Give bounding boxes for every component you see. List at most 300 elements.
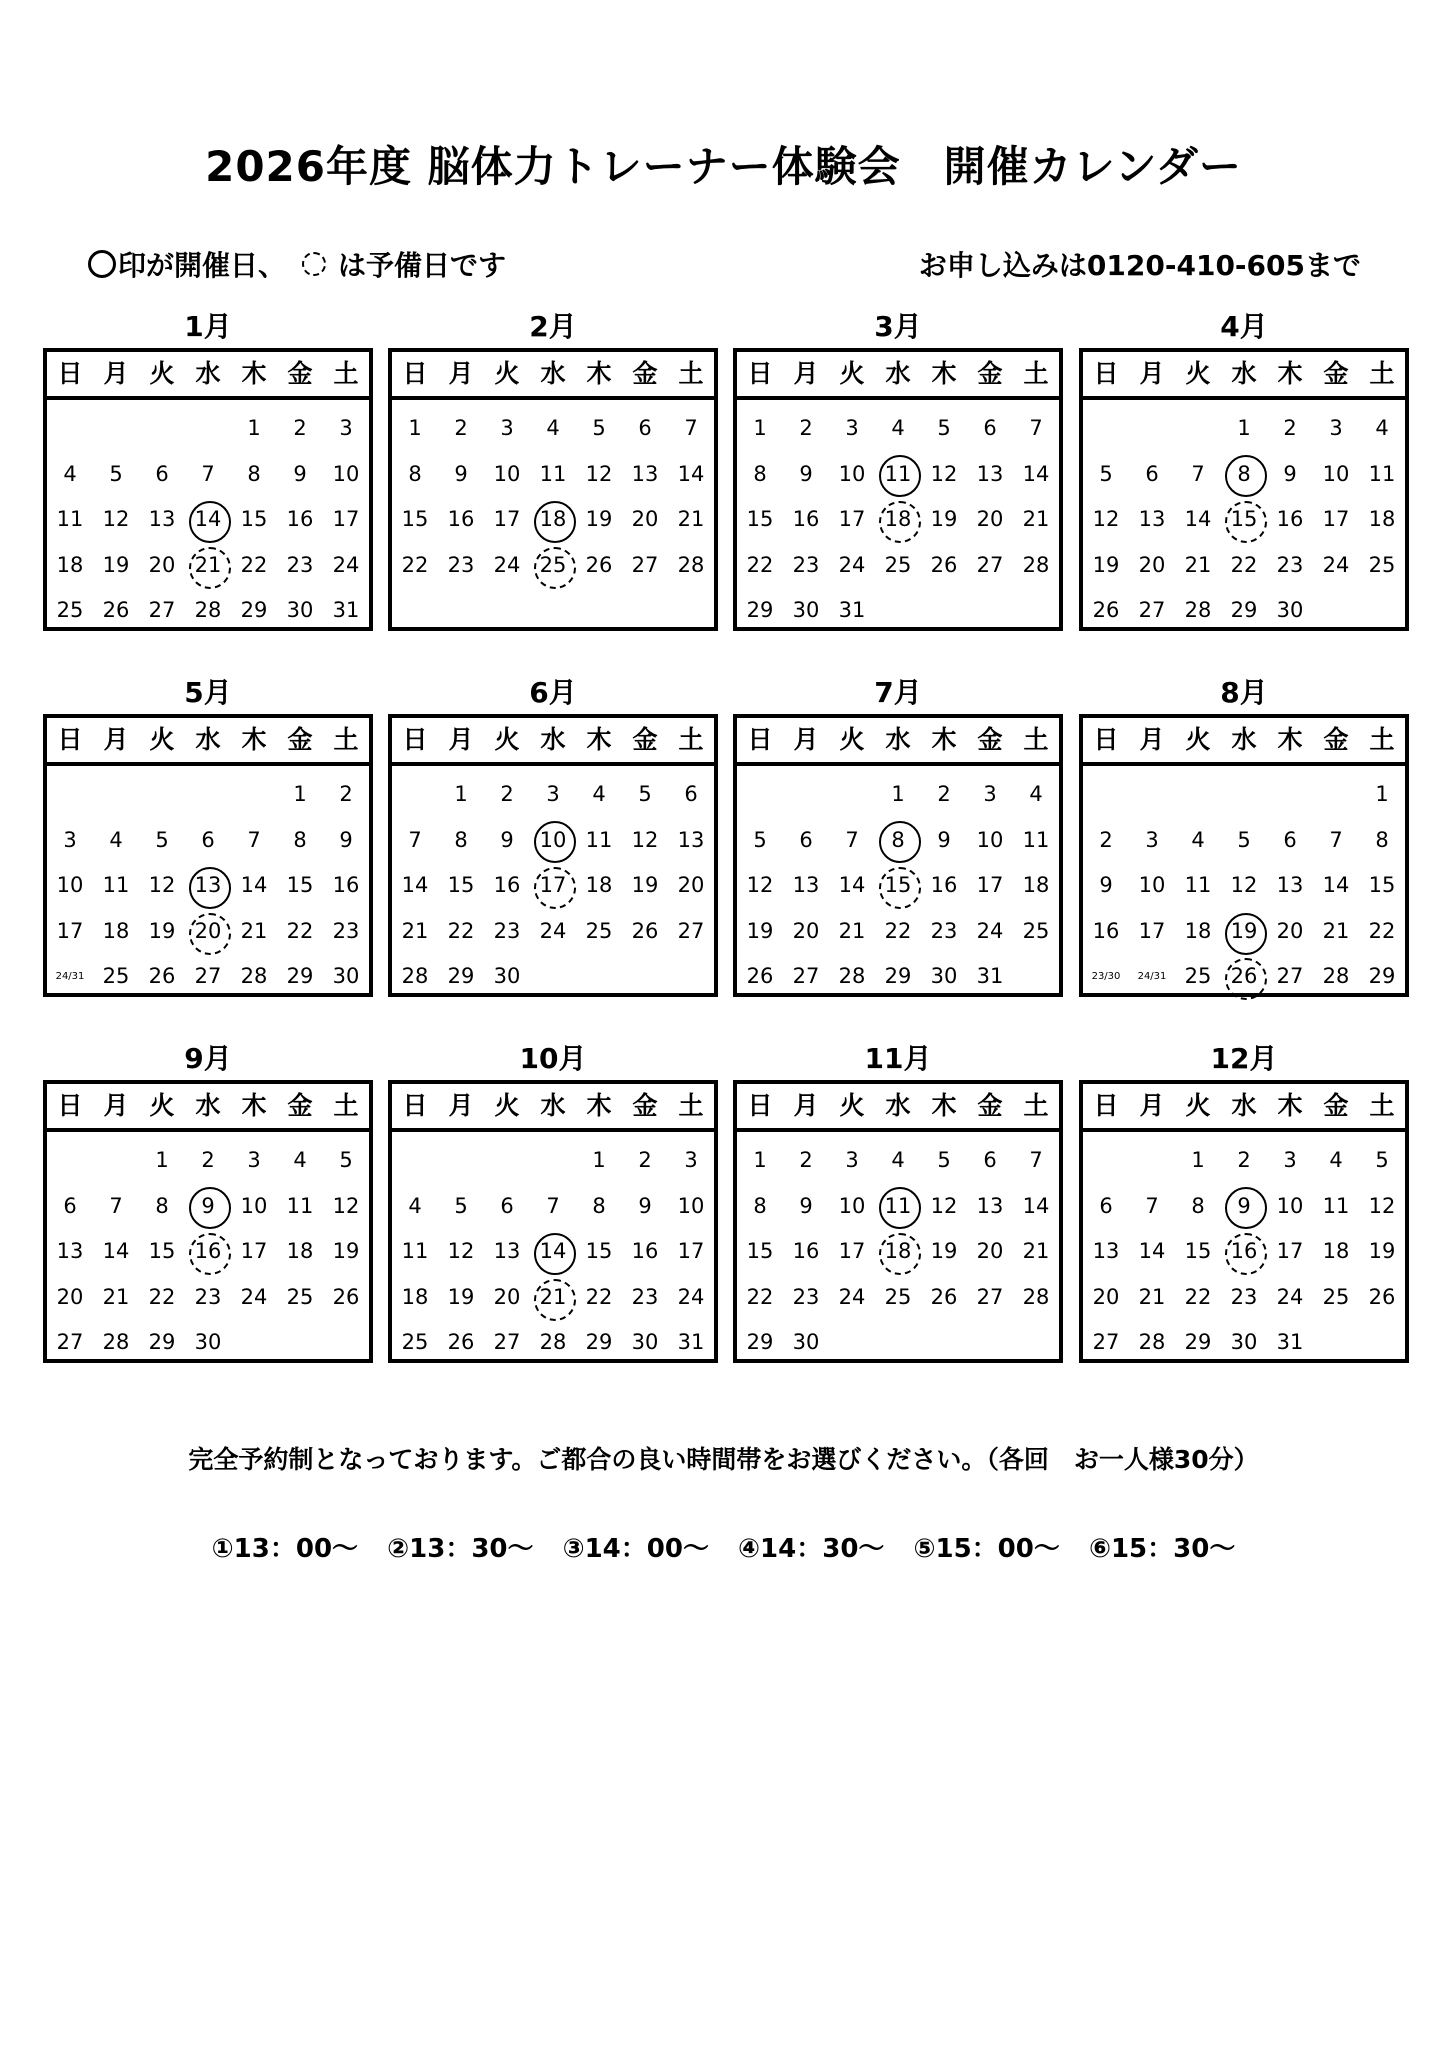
- day-cell-held: 19: [1221, 909, 1267, 955]
- day-cell: 26: [930, 1284, 958, 1309]
- weekday-header: 日: [402, 725, 428, 754]
- month-title: 4月: [1220, 310, 1268, 343]
- weekday-header: 火: [494, 1091, 520, 1120]
- day-cell: 30: [792, 598, 820, 623]
- day-cell: [1013, 588, 1059, 634]
- weekday-header: 火: [149, 1091, 175, 1120]
- day-cell: 16: [792, 1239, 820, 1264]
- day-cell: [1359, 1320, 1405, 1366]
- day-cell: [829, 772, 875, 818]
- day-cell: 27: [148, 598, 176, 623]
- day-cell: 22: [1184, 1284, 1212, 1309]
- day-cell: 22: [884, 918, 912, 943]
- week-row: [737, 452, 1059, 498]
- day-cell: 15: [1184, 1239, 1212, 1264]
- week-row: [1083, 1320, 1405, 1366]
- day-cell: 3: [1329, 416, 1343, 440]
- day-cell: 9: [937, 827, 951, 852]
- day-cell: 24: [240, 1284, 268, 1309]
- day-cell: 31: [976, 964, 1004, 989]
- day-cell: [576, 588, 622, 634]
- month-calendar: [1079, 306, 1409, 631]
- day-cell: 29: [884, 964, 912, 989]
- week-row: [1083, 909, 1405, 955]
- day-cell: 25: [102, 964, 130, 989]
- week-row: [392, 1275, 714, 1321]
- day-cell: 7: [1029, 416, 1043, 440]
- day-cell: 3: [1145, 827, 1159, 852]
- day-cell: 9: [500, 827, 514, 852]
- day-cell: 7: [1145, 1193, 1159, 1218]
- day-cell: 14: [677, 461, 705, 486]
- day-cell: 27: [631, 552, 659, 577]
- month-table: [1079, 714, 1409, 997]
- day-cell: 14: [1022, 461, 1050, 486]
- day-cell: 10: [838, 1193, 866, 1218]
- day-cell: 8: [592, 1193, 606, 1218]
- weekday-header: 月: [793, 1091, 819, 1120]
- day-cell: 12: [585, 461, 613, 486]
- day-cell: 6: [983, 416, 997, 440]
- day-cell: 7: [684, 416, 698, 440]
- day-cell: 30: [1230, 1330, 1258, 1355]
- page-title: 2026年度 脳体力トレーナー体験会 開催カレンダー: [205, 142, 1242, 191]
- week-row: [737, 818, 1059, 864]
- day-cell: [139, 772, 185, 818]
- week-row: [392, 1320, 714, 1366]
- weekday-header: 火: [1185, 359, 1211, 388]
- day-cell: 7: [201, 461, 215, 486]
- weekday-header: 日: [402, 1091, 428, 1120]
- day-cell: 7: [546, 1193, 560, 1218]
- weekday-header: 木: [241, 359, 267, 388]
- day-cell: 25: [1184, 964, 1212, 989]
- day-cell: 8: [753, 461, 767, 486]
- day-cell: 26: [631, 918, 659, 943]
- week-row: [737, 863, 1059, 909]
- day-cell: 6: [63, 1193, 77, 1218]
- day-cell: [530, 954, 576, 1000]
- day-cell-spare: 26: [1221, 954, 1267, 1000]
- reservation-note: 完全予約制となっております。ご都合の良い時間帯をお選びください。（各回 お一人様30分）: [188, 1445, 1259, 1474]
- day-cell: 5: [937, 1148, 951, 1172]
- day-cell: 5: [937, 416, 951, 440]
- day-cell: 3: [845, 1148, 859, 1172]
- day-cell: 4: [293, 1148, 307, 1172]
- weekday-header: 土: [1369, 1091, 1395, 1120]
- day-cell: [1129, 772, 1175, 818]
- day-cell: 28: [1138, 1330, 1166, 1355]
- day-cell: 16: [447, 507, 475, 532]
- day-cell: 7: [845, 827, 859, 852]
- day-cell: 14: [1022, 1193, 1050, 1218]
- day-cell: [576, 954, 622, 1000]
- week-row: [392, 543, 714, 589]
- day-cell: 31: [677, 1330, 705, 1355]
- day-cell: 24/31: [1137, 971, 1167, 983]
- week-row: [392, 588, 714, 634]
- day-cell: 16: [493, 873, 521, 898]
- day-cell: [829, 1320, 875, 1366]
- week-row: [47, 1320, 369, 1366]
- weekday-header-row: [1083, 352, 1405, 400]
- day-cell: 3: [63, 827, 77, 852]
- day-cell: [1221, 772, 1267, 818]
- day-cell: [1313, 588, 1359, 634]
- day-cell: 29: [148, 1330, 176, 1355]
- day-cell: 23: [792, 552, 820, 577]
- day-cell: 23/30: [1091, 971, 1121, 983]
- weekday-header: 月: [448, 1091, 474, 1120]
- day-cell: 15: [447, 873, 475, 898]
- day-cell: 8: [408, 461, 422, 486]
- day-cell: 11: [539, 461, 567, 486]
- week-row: [1083, 818, 1405, 864]
- day-cell: 4: [1029, 782, 1043, 806]
- month-title: 8月: [1220, 676, 1268, 709]
- time-slots: [0, 1528, 1447, 1565]
- day-cell: 18: [1184, 918, 1212, 943]
- week-row: [1083, 772, 1405, 818]
- day-cell: 24: [539, 918, 567, 943]
- day-cell: 27: [1092, 1330, 1120, 1355]
- weekday-header: 日: [57, 1091, 83, 1120]
- day-cell: 23: [493, 918, 521, 943]
- day-cell: 21: [401, 918, 429, 943]
- day-cell: 23: [447, 552, 475, 577]
- weekday-header: 水: [540, 725, 566, 754]
- day-cell: 10: [1276, 1193, 1304, 1218]
- legend-spare-text: は予備日です: [338, 249, 507, 282]
- week-row: [47, 543, 369, 589]
- week-row: [392, 1138, 714, 1184]
- weekday-header: 金: [1323, 725, 1349, 754]
- day-cell: [1175, 406, 1221, 452]
- month-table: [43, 714, 373, 997]
- day-cell: 27: [1276, 964, 1304, 989]
- day-cell: 17: [240, 1239, 268, 1264]
- day-cell: 1: [753, 1148, 767, 1172]
- weekday-header: 日: [747, 359, 773, 388]
- day-cell: [1083, 1138, 1129, 1184]
- day-cell: 12: [447, 1239, 475, 1264]
- day-cell: 17: [332, 507, 360, 532]
- week-row: [392, 406, 714, 452]
- day-cell: 29: [1230, 598, 1258, 623]
- day-cell: 9: [293, 461, 307, 486]
- day-cell: 1: [293, 782, 307, 806]
- day-cell: 2: [799, 416, 813, 440]
- day-cell-held: 11: [875, 1184, 921, 1230]
- day-cell: 20: [148, 552, 176, 577]
- day-cell: 30: [631, 1330, 659, 1355]
- day-cell: 25: [884, 552, 912, 577]
- day-cell: 12: [930, 461, 958, 486]
- day-cell-spare: 18: [875, 497, 921, 543]
- day-cell: 22: [240, 552, 268, 577]
- day-cell: 16: [930, 873, 958, 898]
- weekday-header: 金: [287, 1091, 313, 1120]
- day-cell: 13: [976, 1193, 1004, 1218]
- day-cell: 10: [1138, 873, 1166, 898]
- day-cell: 28: [539, 1330, 567, 1355]
- week-row: [47, 772, 369, 818]
- month-title: 3月: [874, 310, 922, 343]
- week-row: [737, 406, 1059, 452]
- day-cell: [93, 1138, 139, 1184]
- day-cell: [185, 772, 231, 818]
- day-cell: 1: [1237, 416, 1251, 440]
- day-cell: 29: [1368, 964, 1396, 989]
- day-cell: 9: [339, 827, 353, 852]
- day-cell: 12: [930, 1193, 958, 1218]
- weekday-header-row: [392, 352, 714, 400]
- day-cell: 1: [454, 782, 468, 806]
- day-cell: 3: [845, 416, 859, 440]
- day-cell: 13: [56, 1239, 84, 1264]
- weekday-header: 金: [287, 725, 313, 754]
- month-title: 6月: [529, 676, 577, 709]
- day-cell: 27: [194, 964, 222, 989]
- day-cell: 13: [677, 827, 705, 852]
- day-cell: 4: [1191, 827, 1205, 852]
- weekday-header: 木: [586, 359, 612, 388]
- day-cell: 1: [592, 1148, 606, 1172]
- day-cell: 12: [1230, 873, 1258, 898]
- day-cell: 5: [155, 827, 169, 852]
- month-table: [733, 348, 1063, 631]
- day-cell: 11: [1184, 873, 1212, 898]
- day-cell: 4: [592, 782, 606, 806]
- day-cell: 12: [332, 1193, 360, 1218]
- weekday-header: 金: [287, 359, 313, 388]
- month-calendar: [43, 306, 373, 631]
- day-cell: 8: [293, 827, 307, 852]
- day-cell: [875, 588, 921, 634]
- day-cell: 2: [937, 782, 951, 806]
- day-cell: 5: [1237, 827, 1251, 852]
- weekday-header: 木: [931, 1091, 957, 1120]
- weekday-header: 水: [885, 1091, 911, 1120]
- day-cell: 29: [746, 598, 774, 623]
- day-cell: 29: [286, 964, 314, 989]
- month-table: [1079, 1080, 1409, 1363]
- day-cell: 6: [1145, 461, 1159, 486]
- time-slot: ③14：00～: [562, 1534, 709, 1564]
- day-cell: [438, 1138, 484, 1184]
- day-cell: 30: [792, 1330, 820, 1355]
- weekday-header: 水: [195, 359, 221, 388]
- day-cell: 26: [332, 1284, 360, 1309]
- weekday-header: 火: [1185, 1091, 1211, 1120]
- month-title: 11月: [864, 1042, 932, 1075]
- day-cell: 19: [148, 918, 176, 943]
- day-cell: [1083, 772, 1129, 818]
- day-cell: 21: [1184, 552, 1212, 577]
- day-cell: 19: [102, 552, 130, 577]
- week-row: [392, 954, 714, 1000]
- day-cell: 7: [109, 1193, 123, 1218]
- day-cell: 14: [240, 873, 268, 898]
- day-cell: 22: [401, 552, 429, 577]
- day-cell: 28: [677, 552, 705, 577]
- weekday-header-row: [737, 718, 1059, 766]
- day-cell: 4: [1329, 1148, 1343, 1172]
- day-cell: [622, 588, 668, 634]
- day-cell: 12: [746, 873, 774, 898]
- week-row: [47, 1275, 369, 1321]
- day-cell: 10: [1322, 461, 1350, 486]
- weekday-header: 金: [632, 725, 658, 754]
- week-row: [737, 1229, 1059, 1275]
- day-cell: [231, 1320, 277, 1366]
- day-cell: 20: [1276, 918, 1304, 943]
- day-cell: 1: [155, 1148, 169, 1172]
- day-cell: [1313, 1320, 1359, 1366]
- day-cell: 20: [1138, 552, 1166, 577]
- day-cell: 21: [1022, 1239, 1050, 1264]
- day-cell: 25: [884, 1284, 912, 1309]
- day-cell: 25: [401, 1330, 429, 1355]
- day-cell: 19: [930, 1239, 958, 1264]
- day-cell: 5: [753, 827, 767, 852]
- day-cell: 29: [447, 964, 475, 989]
- weekday-header-row: [1083, 718, 1405, 766]
- day-cell: 12: [1092, 507, 1120, 532]
- day-cell: 28: [1022, 552, 1050, 577]
- day-cell: 8: [753, 1193, 767, 1218]
- month-calendar: [733, 306, 1063, 631]
- weekday-header: 火: [494, 725, 520, 754]
- day-cell: [47, 772, 93, 818]
- day-cell: 2: [1099, 827, 1113, 852]
- weekday-header: 火: [149, 725, 175, 754]
- day-cell: 24: [976, 918, 1004, 943]
- day-cell: 17: [976, 873, 1004, 898]
- week-row: [1083, 1184, 1405, 1230]
- day-cell: 29: [1184, 1330, 1212, 1355]
- week-row: [737, 588, 1059, 634]
- day-cell: 25: [1368, 552, 1396, 577]
- day-cell: 13: [148, 507, 176, 532]
- week-row: [47, 863, 369, 909]
- weekday-header: 火: [839, 359, 865, 388]
- month-calendar: [733, 1038, 1063, 1363]
- day-cell-spare: 21: [530, 1275, 576, 1321]
- day-cell: 8: [247, 461, 261, 486]
- day-cell: [668, 954, 714, 1000]
- day-cell: 2: [201, 1148, 215, 1172]
- weekday-header: 水: [1231, 359, 1257, 388]
- day-cell: 14: [838, 873, 866, 898]
- legend: [88, 244, 506, 284]
- week-row: [737, 1275, 1059, 1321]
- day-cell: [875, 1320, 921, 1366]
- day-cell: 17: [493, 507, 521, 532]
- day-cell: 11: [286, 1193, 314, 1218]
- day-cell: 22: [585, 1284, 613, 1309]
- day-cell-spare: 15: [1221, 497, 1267, 543]
- week-row: [392, 909, 714, 955]
- day-cell: 19: [1092, 552, 1120, 577]
- week-row: [1083, 1138, 1405, 1184]
- day-cell: 30: [286, 598, 314, 623]
- week-row: [47, 452, 369, 498]
- weekday-header-row: [47, 1084, 369, 1132]
- day-cell: [967, 1320, 1013, 1366]
- day-cell: [231, 772, 277, 818]
- day-cell: 14: [102, 1239, 130, 1264]
- day-cell: 27: [677, 918, 705, 943]
- day-cell: [737, 772, 783, 818]
- day-cell-spare: 18: [875, 1229, 921, 1275]
- day-cell: 6: [684, 782, 698, 806]
- day-cell: 27: [493, 1330, 521, 1355]
- week-row: [47, 1229, 369, 1275]
- month-table: [1079, 348, 1409, 631]
- day-cell: 21: [240, 918, 268, 943]
- day-cell: 20: [976, 507, 1004, 532]
- day-cell: 15: [1368, 873, 1396, 898]
- day-cell: [530, 1138, 576, 1184]
- month-title: 12月: [1210, 1042, 1278, 1075]
- day-cell: 18: [56, 552, 84, 577]
- weekday-header: 日: [57, 725, 83, 754]
- day-cell: 15: [240, 507, 268, 532]
- day-cell-spare: 16: [1221, 1229, 1267, 1275]
- day-cell: 20: [1092, 1284, 1120, 1309]
- day-cell: 28: [401, 964, 429, 989]
- week-row: [737, 909, 1059, 955]
- week-row: [737, 772, 1059, 818]
- day-cell: 8: [155, 1193, 169, 1218]
- day-cell: 31: [838, 598, 866, 623]
- week-row: [47, 1138, 369, 1184]
- day-cell: 13: [1092, 1239, 1120, 1264]
- day-cell: [484, 588, 530, 634]
- month-calendar: [388, 672, 718, 997]
- weekday-header: 日: [1093, 1091, 1119, 1120]
- day-cell: 28: [838, 964, 866, 989]
- day-cell: [392, 772, 438, 818]
- day-cell: 2: [638, 1148, 652, 1172]
- day-cell: 24: [332, 552, 360, 577]
- day-cell: 21: [1022, 507, 1050, 532]
- weekday-header: 火: [494, 359, 520, 388]
- day-cell-held: 14: [185, 497, 231, 543]
- week-row: [737, 1138, 1059, 1184]
- week-row: [1083, 1229, 1405, 1275]
- day-cell: 2: [799, 1148, 813, 1172]
- day-cell: 7: [1029, 1148, 1043, 1172]
- month-table: [733, 1080, 1063, 1363]
- weekday-header: 木: [931, 359, 957, 388]
- day-cell: 19: [332, 1239, 360, 1264]
- phone-contact: お申し込みは0120-410-605まで: [918, 249, 1361, 282]
- weekday-header: 木: [931, 725, 957, 754]
- day-cell: [967, 588, 1013, 634]
- month-title: 1月: [184, 310, 232, 343]
- day-cell: [921, 1320, 967, 1366]
- time-slot: ①13：00～: [211, 1534, 359, 1564]
- time-slot: ⑥15：30～: [1088, 1534, 1236, 1564]
- week-row: [737, 543, 1059, 589]
- day-cell: [1359, 588, 1405, 634]
- day-cell: 25: [1022, 918, 1050, 943]
- day-cell-held: 18: [530, 497, 576, 543]
- day-cell: 12: [102, 507, 130, 532]
- day-cell: [1313, 772, 1359, 818]
